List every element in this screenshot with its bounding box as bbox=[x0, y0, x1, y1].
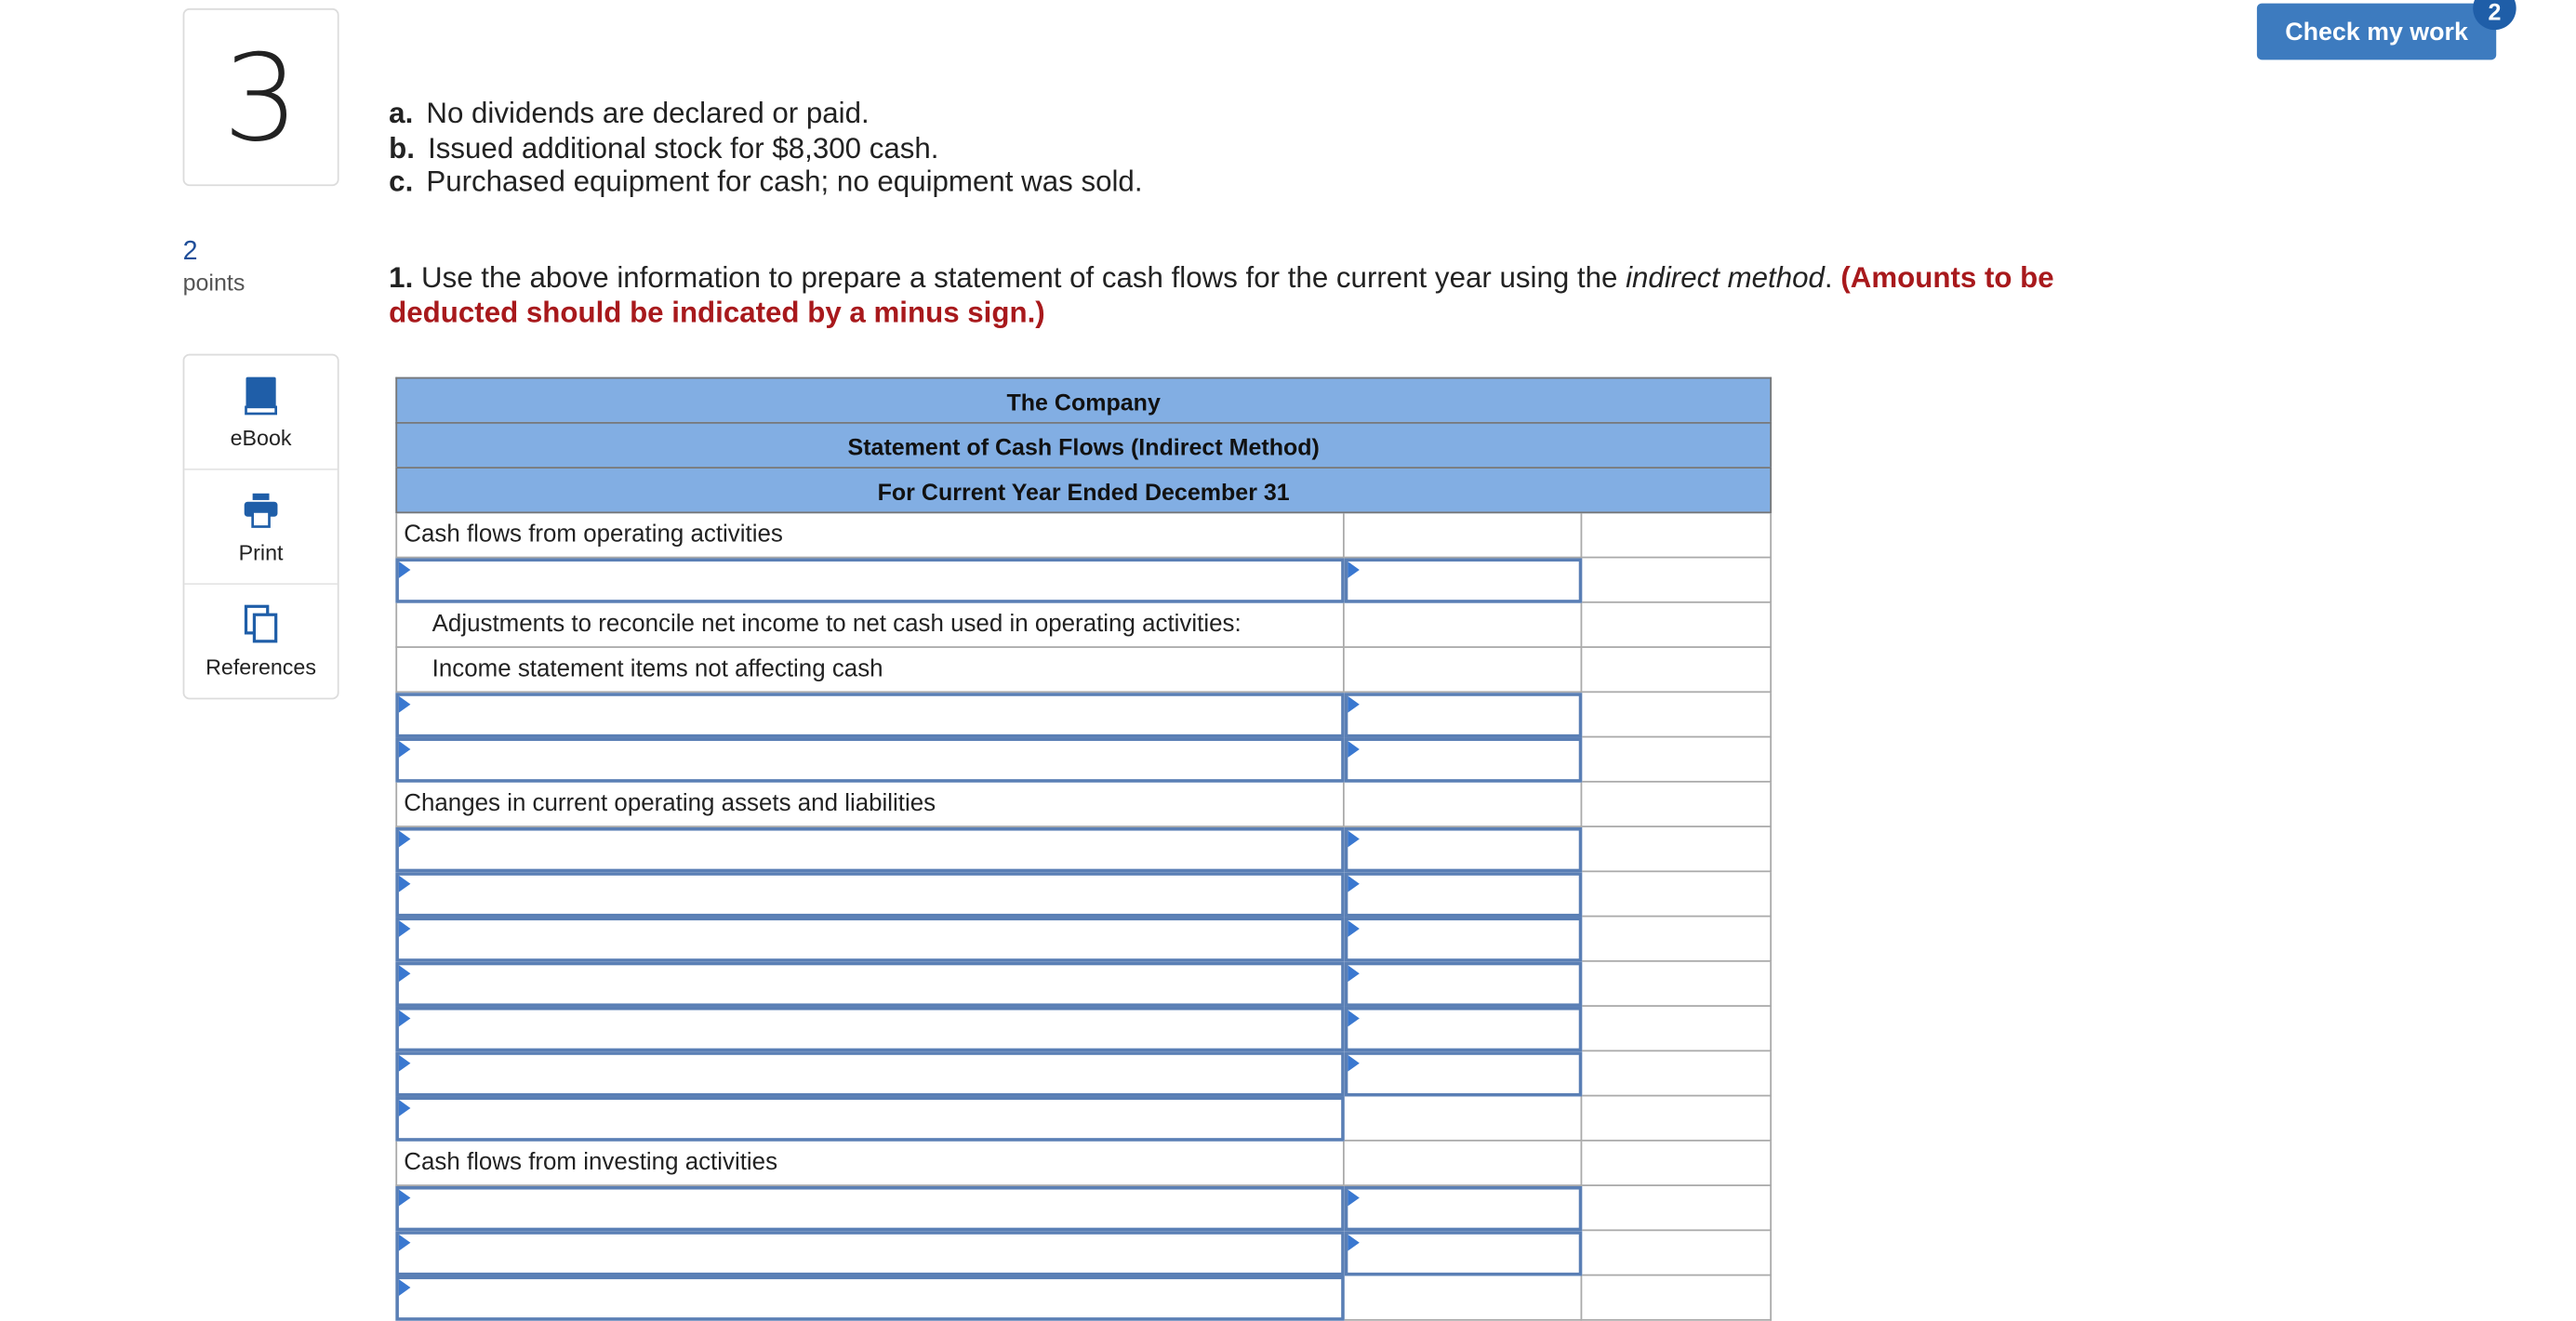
investing-label: Cash flows from investing activities bbox=[395, 1142, 1344, 1186]
statement-period: For Current Year Ended December 31 bbox=[395, 467, 1772, 513]
references-button[interactable] bbox=[184, 585, 337, 698]
line-item-select[interactable] bbox=[395, 1231, 1344, 1275]
table-row bbox=[395, 1275, 1772, 1320]
table-row bbox=[395, 513, 1772, 558]
references-icon bbox=[243, 604, 279, 644]
table-row bbox=[395, 1186, 1772, 1231]
table-row bbox=[395, 962, 1772, 1007]
statement-title: Statement of Cash Flows (Indirect Method) bbox=[395, 422, 1772, 467]
noncash-label: Income statement items not affecting cash bbox=[395, 648, 1344, 693]
line-item-select[interactable] bbox=[395, 558, 1344, 602]
table-row bbox=[395, 558, 1772, 602]
table-row bbox=[395, 737, 1772, 782]
amount-input[interactable] bbox=[1345, 917, 1583, 961]
info-item: c. Purchased equipment for cash; no equipment was sold. bbox=[389, 164, 1143, 198]
question-number: 3 bbox=[183, 8, 339, 186]
total-label-select[interactable] bbox=[395, 1275, 1344, 1320]
line-item-select[interactable] bbox=[395, 917, 1344, 961]
table-row bbox=[395, 1096, 1772, 1141]
amount-input[interactable] bbox=[1345, 1231, 1583, 1275]
line-item-select[interactable] bbox=[395, 1007, 1344, 1051]
line-item-select[interactable] bbox=[395, 693, 1344, 737]
amount-input[interactable] bbox=[1345, 962, 1583, 1007]
given-information bbox=[389, 97, 1142, 199]
line-item-select[interactable] bbox=[395, 827, 1344, 872]
total-label-select[interactable] bbox=[395, 1096, 1344, 1141]
line-item-select[interactable] bbox=[395, 1051, 1344, 1096]
printer-icon bbox=[243, 489, 279, 529]
line-item-select[interactable] bbox=[395, 962, 1344, 1007]
check-badge: 2 bbox=[2473, 0, 2516, 30]
info-item: a. No dividends are declared or paid. bbox=[389, 96, 870, 130]
table-row bbox=[395, 648, 1772, 693]
total-cell bbox=[1582, 1096, 1772, 1141]
table-row bbox=[395, 693, 1772, 737]
amount-input[interactable] bbox=[1345, 558, 1583, 602]
table-row bbox=[395, 1007, 1772, 1051]
cash-flow-worksheet bbox=[395, 377, 1772, 1321]
info-item: b. Issued additional stock for $8,300 cash. bbox=[389, 130, 939, 165]
line-item-select[interactable] bbox=[395, 872, 1344, 917]
amount-input[interactable] bbox=[1345, 827, 1583, 872]
points-value: 2 bbox=[182, 237, 198, 266]
tool-panel bbox=[183, 354, 339, 700]
line-item-select[interactable] bbox=[395, 737, 1344, 782]
table-row bbox=[395, 827, 1772, 872]
adjustments-label: Adjustments to reconcile net income to net cash used in operating activities: bbox=[395, 603, 1344, 648]
ebook-button[interactable] bbox=[184, 355, 337, 469]
instruction-text: 1. Use the above information to prepare a statement of cash flows for the current year using the indirect method. (Amounts to be deducted should be indicated by a minus sign.) bbox=[389, 260, 2054, 328]
operating-label: Cash flows from operating activities bbox=[395, 513, 1344, 558]
amount-input[interactable] bbox=[1345, 872, 1583, 917]
table-row bbox=[395, 917, 1772, 961]
ebook-label: eBook bbox=[230, 424, 292, 450]
points-indicator bbox=[183, 236, 246, 299]
amount-input[interactable] bbox=[1345, 1186, 1583, 1231]
references-label: References bbox=[206, 654, 316, 680]
changes-label: Changes in current operating assets and liabilities bbox=[395, 783, 1344, 827]
table-row bbox=[395, 783, 1772, 827]
book-icon bbox=[243, 375, 279, 415]
line-item-select[interactable] bbox=[395, 1186, 1344, 1231]
print-label: Print bbox=[238, 538, 284, 564]
points-label: points bbox=[182, 269, 246, 297]
check-my-work-button[interactable]: Check my work bbox=[2257, 4, 2496, 60]
table-row bbox=[395, 872, 1772, 917]
company-name: The Company bbox=[395, 377, 1772, 422]
amount-input[interactable] bbox=[1345, 737, 1583, 782]
table-row bbox=[395, 603, 1772, 648]
amount-input[interactable] bbox=[1345, 1051, 1583, 1096]
table-row bbox=[395, 1142, 1772, 1186]
amount-input[interactable] bbox=[1345, 693, 1583, 737]
table-row bbox=[395, 1051, 1772, 1096]
amount-input[interactable] bbox=[1345, 1007, 1583, 1051]
total-cell bbox=[1582, 1275, 1772, 1320]
print-button[interactable] bbox=[184, 470, 337, 585]
table-row bbox=[395, 1231, 1772, 1275]
